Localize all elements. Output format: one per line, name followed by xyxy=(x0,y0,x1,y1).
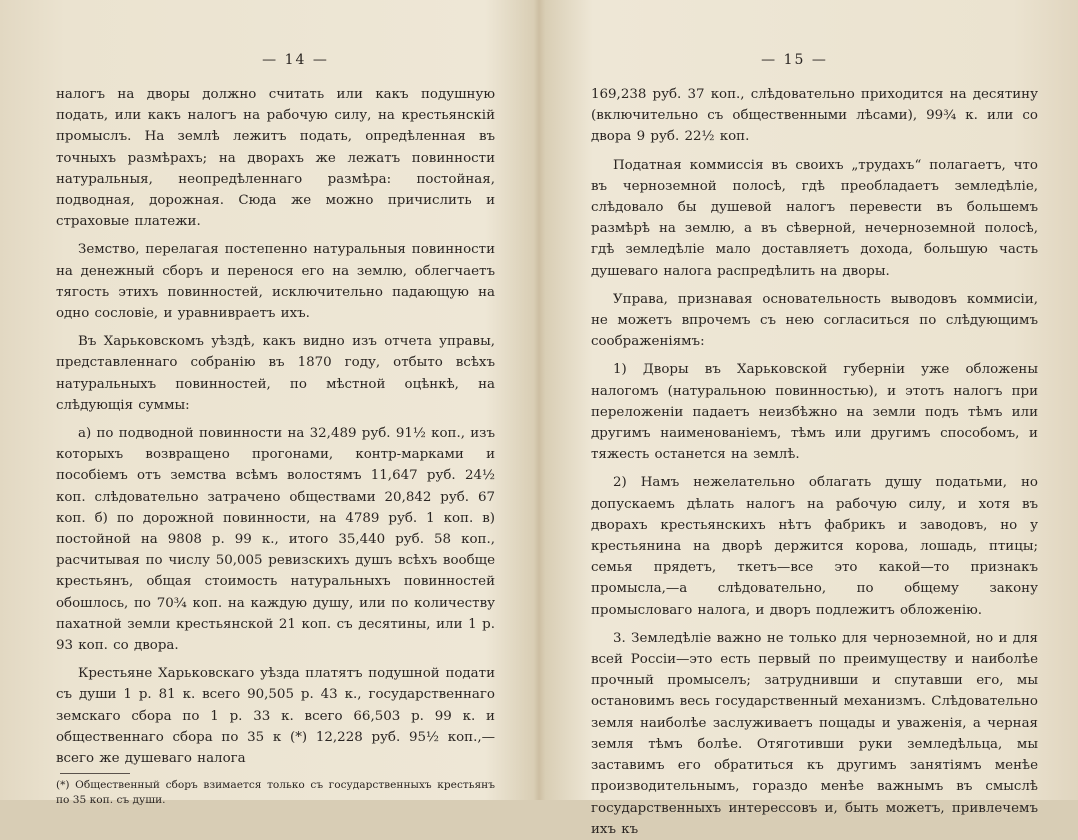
paragraph: Крестьяне Харьковскаго уѣзда платятъ подушной подати съ души 1 р. 81 к. всего 90,505 р. 43 к., государственнаго земскаго сбора по 1 р. 33 к. всего 66,503 р. 99 к. и общественнаго сбора по 35 к (*) 12,228 руб. 95½ коп.,—всего же душеваго налога xyxy=(56,666,495,767)
right-page xyxy=(539,0,1078,837)
paragraph: Управа, признавая основательность выводовъ коммисіи, не можетъ впрочемъ съ нею согласиться по слѣдующимъ соображеніямъ: xyxy=(591,291,1038,350)
left-page xyxy=(0,0,539,807)
footnote: (*) Общественный сборъ взимается только съ государственныхъ крестьянъ по 35 коп. съ души. xyxy=(56,779,495,807)
page-number: — 15 — xyxy=(761,52,828,68)
paragraph: а) по подводной повинности на 32,489 руб. 91½ коп., изъ которыхъ возвращено прогонами, контр-марками и пособіемъ отъ земства всѣмъ волостямъ 11,647 руб. 24½ коп. слѣдовательно затрачено обществами 20,842 руб. 67 коп. б) по дорожной повинности, на 4789 руб. 1 коп. в) постойной на 9808 р. 99 к., итого 35,440 руб. 58 коп., расчитывая по числу 50,005 ревизскихъ душъ всѣхъ вообще крестьянъ, общая стоимость натуральныхъ повинностей обошлось, по 70¾ коп. на каждую душу, или по количеству пахатной земли крестьянской 21 коп. съ десятины, или 1 р. 93 коп. со двора. xyxy=(56,426,495,654)
paragraph: Податная коммиссія въ своихъ „трудахъ“ полагаетъ, что въ черноземной полосѣ, гдѣ преобладаетъ земледѣліе, слѣдовало бы душевой налогъ перевести въ большемъ размѣрѣ на землю, а въ сѣверной, нечерноземной полосѣ, гдѣ земледѣліе мало доставляетъ дохода, большую часть душеваго налога распредѣлить на дворы. xyxy=(591,157,1038,279)
page-number: — 14 — xyxy=(262,52,329,68)
paragraph: 169,238 руб. 37 коп., слѣдовательно приходится на десятину (включительно съ общественными лѣсами), 99¾ к. или со двора 9 руб. 22½ коп. xyxy=(591,87,1038,145)
paragraph: 3. Земледѣліе важно не только для черноземной, но и для всей Россіи—это есть первый по преимуществу и наиболѣе прочный промыселъ; затруднивши и спутавши его, мы остановимъ весь государственный механизмъ. Слѣдовательно земля наиболѣе заслуживаетъ пощады и уваженія, а черная земля тѣмъ болѣе. Отяготивши руки земледѣльца, мы заставимъ его обратиться къ другимъ занятіямъ менѣе производительнымъ, гораздо менѣе важнымъ въ смыслѣ государственныхъ интерессовъ и, быть можетъ, привлечемъ ихъ къ xyxy=(591,630,1038,837)
paragraph: Въ Харьковскомъ уѣздѣ, какъ видно изъ отчета управы, представленнаго собранію въ 1870 году, отбыто всѣхъ натуральныхъ повинностей, по мѣстной оцѣнкѣ, на слѣдующія суммы: xyxy=(56,334,495,413)
footnote-rule xyxy=(60,773,130,774)
paragraph: 1) Дворы въ Харьковской губерніи уже обложены налогомъ (натуральною повинностью), и этотъ налогъ при переложеніи падаетъ неизбѣжно на земли подъ тѣмъ или другимъ наименованіемъ, тѣмъ или другимъ способомъ, и тяжесть останется на землѣ. xyxy=(591,362,1038,463)
paragraph: 2) Намъ нежелательно облагать душу податьми, но допускаемъ дѣлать налогъ на рабочую силу, и хотя въ дворахъ крестьянскихъ нѣтъ фабрикъ и заводовъ, но у крестьянина на дворѣ держится корова, лошадь, птицы; семья прядетъ, ткетъ—все это какой—то признакъ промысла,—а слѣдовательно, по общему закону промысловаго налога, и дворъ подлежитъ обложенію. xyxy=(591,475,1038,618)
paragraph: Земство, перелагая постепенно натуральныя повинности на денежный сборъ и перенося его на землю, облегчаетъ тягость этихъ повинностей, исключительно падающую на одно сословіе, и уравнивраетъ ихъ. xyxy=(56,242,495,322)
paragraph: налогъ на дворы должно считать или какъ подушную подать, или какъ налогъ на рабочую силу, на крестьянскій промыслъ. На землѣ лежитъ подать, опредѣленная въ точныхъ размѣрахъ; на дворахъ же лежатъ повинности натуральныя, неопредѣленнаго размѣра: постойная, подводная, дорожная. Сюда же можно причислить и страховые платежи. xyxy=(56,87,495,230)
